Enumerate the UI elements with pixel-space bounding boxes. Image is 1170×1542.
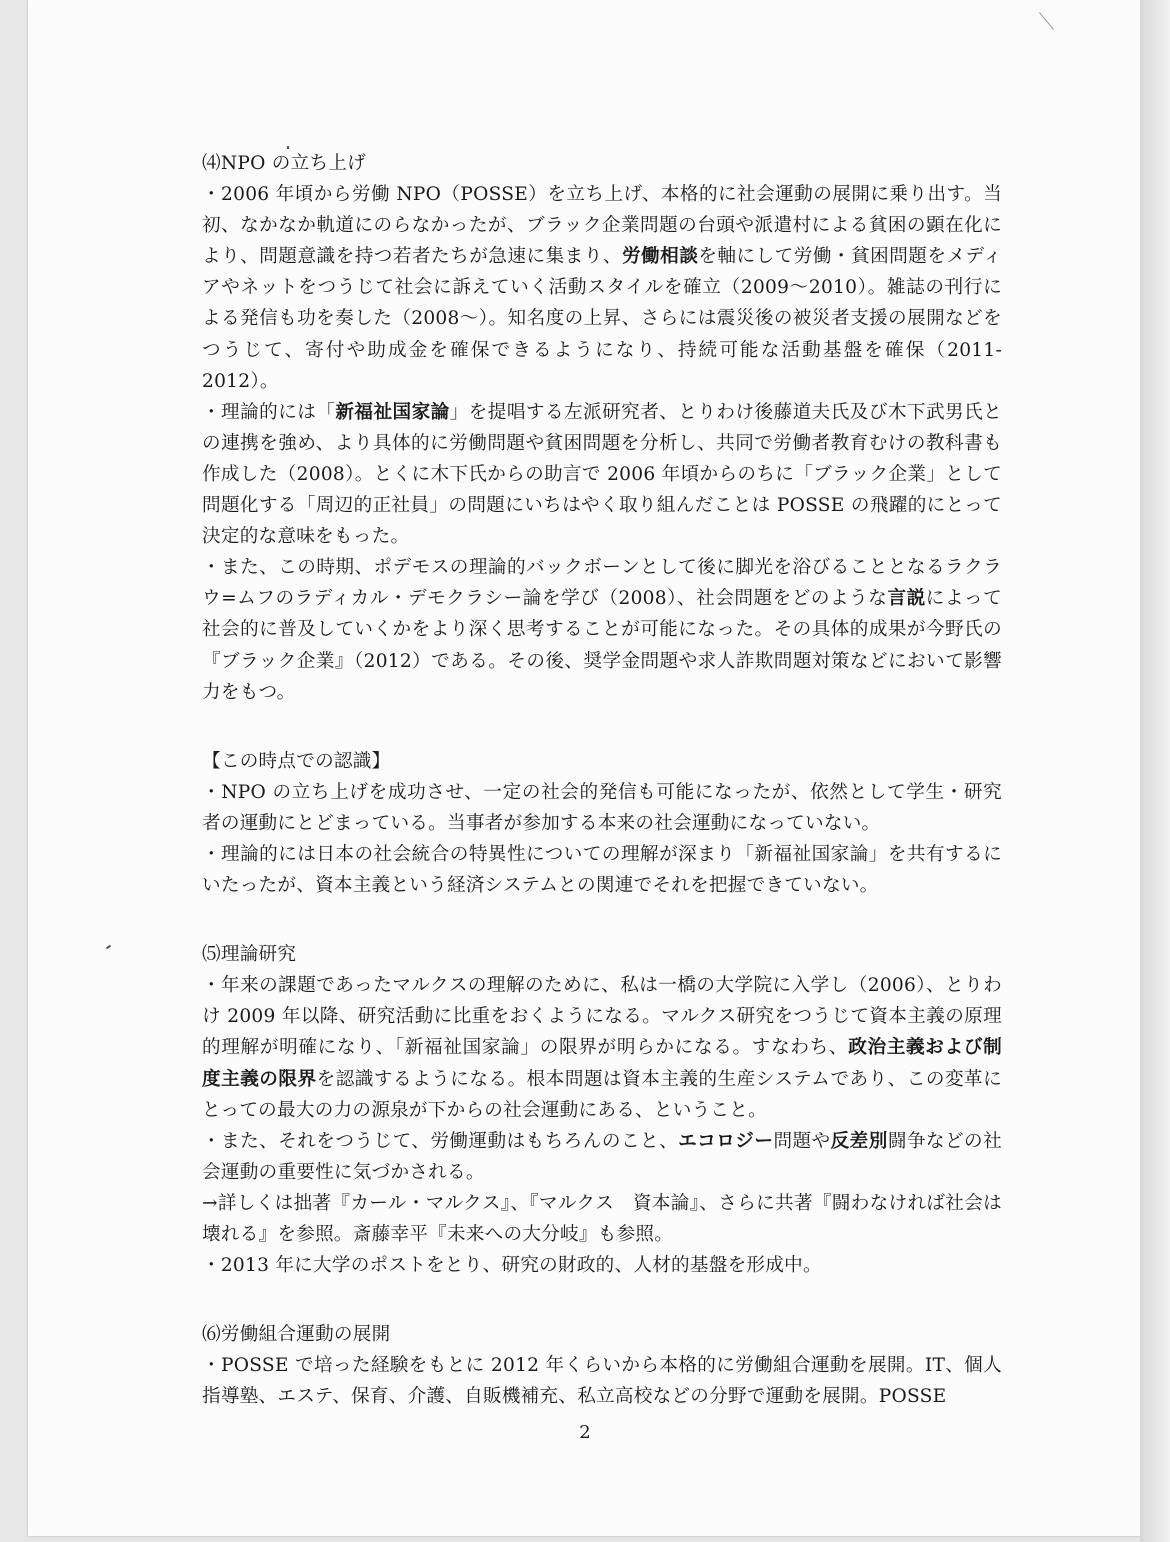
section-4-paragraph-3 bbox=[202, 552, 1002, 707]
section-5-paragraph-4: ・2013 年に大学のポストをとり、研究の財政的、人材的基盤を形成中。 bbox=[202, 1255, 822, 1277]
bold-text: 労働相談 bbox=[621, 246, 699, 268]
text-run: ・理論的には「 bbox=[202, 401, 336, 423]
text-run: ・また、この時期、ポデモスの理論的バックボーンとして後に脚光を浴びることとなるラクラウ=ムフのラディカル・デモクラシー論を学び（2008）、社会問題をどのような bbox=[202, 557, 1002, 610]
bold-text: 政治主義および制度主義の限界 bbox=[202, 1037, 1002, 1090]
section-5-paragraph-1 bbox=[202, 970, 1002, 1125]
section-4-paragraph-2 bbox=[202, 397, 1002, 552]
bold-text: 反差別 bbox=[830, 1130, 888, 1152]
section-4-paragraph-1 bbox=[202, 179, 1002, 397]
text-run: を認識するようになる。根本問題は資本主義的生産システムであり、この変革にとっての最大の力の源泉が下からの社会運動にある、ということ。 bbox=[202, 1068, 1002, 1121]
bold-text: 言説 bbox=[887, 588, 926, 610]
text-run: 問題や bbox=[773, 1130, 831, 1152]
text-run: ・2006 年頃から労働 NPO（POSSE）を立ち上げ、本格的に社会運動の展開に乗り出す。当初、なかなか軌道にのらなかったが、ブラック企業問題の台頭や派遣村による貧困の顕在化により、問題意識を持つ若者たちが急速に集まり、 bbox=[202, 184, 1002, 268]
text-run: 闘争などの社会運動の重要性に気づかされる。 bbox=[202, 1130, 1002, 1183]
document-body bbox=[202, 148, 1002, 1412]
text-run: ・年来の課題であったマルクスの理解のために、私は一橋の大学院に入学し（2006）、とりわけ 2009 年以降、研究活動に比重をおくようになる。マルクス研究をつうじて資本主義の原理的理解が明確になり、「新福祉国家論」の限界が明らかになる。すなわち、 bbox=[202, 975, 1002, 1059]
recognition-paragraph-2: ・理論的には日本の社会統合の特異性についての理解が深まり「新福祉国家論」を共有するにいたったが、資本主義という経済システムとの関連でそれを把握できていない。 bbox=[202, 843, 1002, 897]
section-4-heading: ⑷NPO の立ち上げ bbox=[202, 153, 366, 174]
section-5-paragraph-2 bbox=[202, 1126, 1002, 1188]
text-run: によって社会的に普及していくかをより深く思考することが可能になった。その具体的成果が今野氏の『ブラック企業』（2012）である。その後、奨学金問題や求人詐欺問題対策などにおいて影響力をもつ。 bbox=[202, 588, 1002, 703]
bold-text: エコロジー bbox=[678, 1130, 774, 1152]
recognition-heading: 【この時点での認識】 bbox=[202, 750, 391, 772]
section-5-heading: ⑸理論研究 bbox=[202, 944, 297, 966]
text-run: ・また、それをつうじて、労働運動はもちろんのこと、 bbox=[202, 1130, 679, 1152]
section-6-heading: ⑹労働組合運動の展開 bbox=[202, 1324, 391, 1346]
page-number: 2 bbox=[579, 1422, 591, 1443]
section-5-paragraph-3: →詳しくは拙著『カール・マルクス』、『マルクス 資本論』、さらに共著『闘わなければ社会は壊れる』を参照。斎藤幸平『未来への大分岐』も参照。 bbox=[202, 1192, 1002, 1245]
section-6-paragraph-1: ・POSSE で培った経験をもとに 2012 年くらいから本格的に労働組合運動を展開。IT、個人指導塾、エステ、保育、介護、自販機補充、私立高校などの分野で運動を展開。POSSE bbox=[202, 1355, 1002, 1408]
text-run: を軸にして労働・貧困問題をメディアやネットをつうじて社会に訴えていく活動スタイルを確立（2009～2010）。雑誌の刊行による発信も功を奏した（2008～）。知名度の上昇、さらには震災後の被災者支援の展開などをつうじて、寄付や助成金を確保できるようになり、持続可能な活動基盤を確保（2011-2012）。 bbox=[202, 246, 1002, 392]
text-run: 」を提唱する左派研究者、とりわけ後藤道夫氏及び木下武男氏との連携を強め、より具体的に労働問題や貧困問題を分析し、共同で労働者教育むけの教科書も作成した（2008）。とくに木下氏からの助言で 2006 年頃からのちに「ブラック企業」として問題化する「周辺的正社員」の問題にいちはやく取り組んだことは POSSE の飛躍的にとって決定的な意味をもった。 bbox=[202, 401, 1002, 548]
page-edge-shadow bbox=[1140, 0, 1170, 1542]
bold-text: 新福祉国家論 bbox=[335, 401, 450, 423]
recognition-paragraph-1: ・NPO の立ち上げを成功させ、一定の社会的発信も可能になったが、依然として学生・研究者の運動にとどまっている。当事者が参加する本来の社会運動になっていない。 bbox=[202, 781, 1002, 834]
